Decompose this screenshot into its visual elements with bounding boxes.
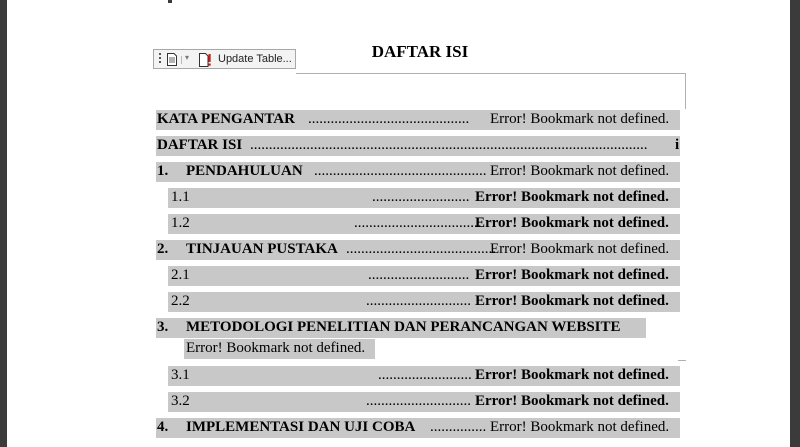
toc-entry[interactable] <box>156 136 680 156</box>
toc-entry-number: 1.1 <box>171 189 190 205</box>
update-table-label: Update Table... <box>218 53 292 65</box>
toc-entry[interactable] <box>156 292 680 312</box>
field-frame-edge <box>678 360 686 361</box>
toc-page-ref: Error! Bookmark not defined. <box>490 163 670 179</box>
toc-leader-dots: ........................................... <box>308 111 470 127</box>
toc-entry[interactable] <box>156 418 680 438</box>
toolbar-separator <box>181 56 182 64</box>
toc-page-ref: Error! Bookmark not defined. <box>475 393 669 409</box>
toc-entry[interactable] <box>156 240 680 260</box>
toc-entry[interactable] <box>156 392 680 412</box>
page-edge-marker <box>168 0 172 3</box>
update-table-icon <box>198 53 212 67</box>
toc-entry-number: 2.1 <box>171 267 190 283</box>
toc-leader-dots: ........................................ <box>346 241 496 257</box>
toc-page-ref: Error! Bookmark not defined. <box>490 241 670 257</box>
toc-entry-number: 2. <box>157 241 169 257</box>
toc-page-ref: i <box>675 137 680 153</box>
toc-page-ref: Error! Bookmark not defined. <box>475 267 669 283</box>
toc-entry-number: 1.2 <box>171 215 190 231</box>
field-frame-edge <box>685 73 686 109</box>
toc-entry-title: TINJAUAN PUSTAKA <box>186 241 338 257</box>
toc-entry[interactable] <box>156 214 680 234</box>
toc-entry-number: 3.2 <box>171 393 190 409</box>
toc-entry-number: 1. <box>157 163 169 179</box>
toc-page-ref: Error! Bookmark not defined. <box>490 419 670 435</box>
toc-page-ref: Error! Bookmark not defined. <box>490 111 670 127</box>
toc-leader-dots: ............................ <box>366 293 471 309</box>
toc-entry[interactable] <box>156 266 680 286</box>
toc-field-toolbar[interactable] <box>153 49 296 69</box>
field-frame-top <box>296 73 685 74</box>
toc-entry-title: IMPLEMENTASI DAN UJI COBA <box>186 419 416 435</box>
toc-leader-dots: .............................................. <box>314 163 487 179</box>
document-icon[interactable] <box>167 53 177 66</box>
toc-leader-dots: ............... <box>430 419 487 435</box>
toc-page-ref: Error! Bookmark not defined. <box>475 189 669 205</box>
toc-entry[interactable] <box>156 318 680 360</box>
toc-page-ref: Error! Bookmark not defined. <box>475 367 669 383</box>
toc-entry-number: 4. <box>157 419 169 435</box>
toc-entry[interactable] <box>156 110 680 130</box>
toc-entry-title: DAFTAR ISI <box>157 137 243 153</box>
toc-entry-number: 3. <box>157 319 169 335</box>
dropdown-arrow-icon[interactable]: ▾ <box>185 53 190 62</box>
toc-leader-dots: .......................................................................................................... <box>250 137 648 153</box>
toc-leader-dots: ......................... <box>378 367 472 383</box>
toc-leader-dots: .................................. <box>354 215 482 231</box>
toc-entry[interactable] <box>156 162 680 182</box>
toc-page-ref: Error! Bookmark not defined. <box>475 215 669 231</box>
toc-leader-dots: ........................... <box>368 267 470 283</box>
toc-entry-title: METODOLOGI PENELITIAN DAN PERANCANGAN WEBSITE <box>186 319 621 335</box>
toc-page-ref: Error! Bookmark not defined. <box>186 340 366 356</box>
toc-entry-title: KATA PENGANTAR <box>157 111 295 127</box>
update-table-button[interactable] <box>196 51 294 68</box>
toc-entry[interactable] <box>156 188 680 208</box>
toc-leader-dots: .......................... <box>372 189 470 205</box>
toc-page-ref: Error! Bookmark not defined. <box>475 293 669 309</box>
toc-entry-title: PENDAHULUAN <box>186 163 303 179</box>
toc-entry-number: 2.2 <box>171 293 190 309</box>
page-title: DAFTAR ISI <box>371 42 469 61</box>
grip-icon[interactable] <box>158 53 162 66</box>
toc-entry[interactable] <box>156 366 680 386</box>
toc-leader-dots: ............................ <box>366 393 471 409</box>
toc-entry-number: 3.1 <box>171 367 190 383</box>
